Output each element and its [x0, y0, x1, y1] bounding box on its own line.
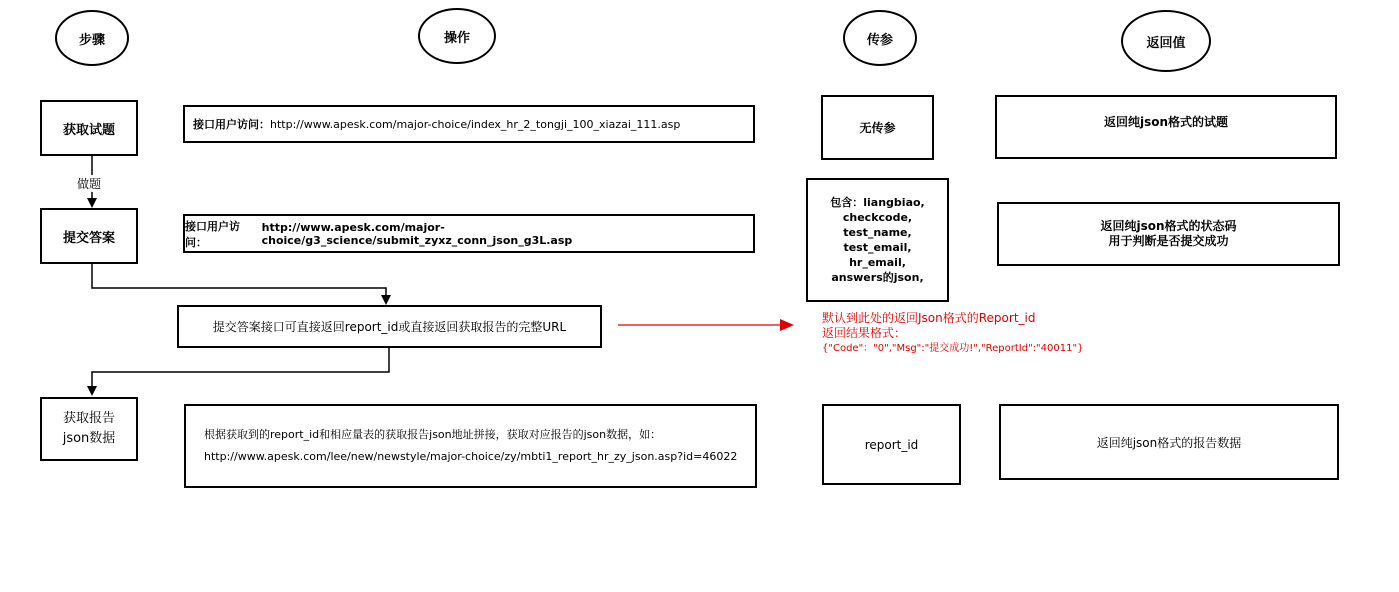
return-report: [999, 404, 1339, 480]
return-questions: [995, 95, 1337, 159]
step-submit-answers: [40, 208, 138, 264]
op-submit-return-note: [177, 305, 602, 348]
param-field-0: 包含：liangbiao,: [830, 196, 925, 209]
op-get-report: [184, 404, 757, 488]
step-get-report: [40, 397, 138, 461]
header-operations-label: 操作: [443, 30, 470, 46]
step-get-questions: [40, 100, 138, 156]
annotation-line3: {"Code"："0","Msg":"提交成功!","ReportId":"40011"}: [822, 343, 1084, 354]
param-submit-fields: [806, 178, 949, 302]
arrow-middle-to-report: [92, 347, 389, 394]
header-returns: [1121, 10, 1211, 72]
header-returns-label: 返回值: [1146, 35, 1186, 51]
op-submit-answers-prefix: 接口用户访问：: [185, 219, 240, 249]
param-field-2: test_name,: [843, 226, 912, 239]
op-submit-answers-url: http://www.apesk.com/major-choice/g3_science/submit_zyxz_conn_json_g3L.asp: [261, 220, 573, 247]
op-get-questions-prefix: 接口用户访问：: [193, 118, 270, 131]
param-field-3: test_email,: [843, 241, 912, 254]
edge-label-do-questions: 做题: [77, 177, 102, 191]
arrow-submit-to-middle: [92, 264, 386, 303]
param-report-id: [822, 404, 961, 485]
step-submit-answers-label: 提交答案: [62, 230, 115, 246]
step-get-report-line1: 获取报告: [62, 411, 115, 426]
step-get-report-line2: json数据: [62, 431, 116, 446]
header-params: [843, 10, 917, 66]
op-get-questions: [183, 105, 755, 143]
return-status: [997, 202, 1340, 266]
param-field-4: hr_email,: [849, 256, 906, 269]
param-report-id-label: report_id: [864, 437, 919, 452]
op-submit-return-note-text: 提交答案接口可直接返回report_id或直接返回获取报告的完整URL: [212, 320, 567, 334]
return-status-line2: 用于判断是否提交成功: [1108, 234, 1229, 248]
return-report-label: 返回纯json格式的报告数据: [1096, 435, 1242, 450]
op-submit-answers: [183, 214, 755, 253]
param-none-label: 无传参: [859, 121, 896, 135]
op-get-report-line1: 根据获取到的report_id和相应量表的获取报告json地址拼接，获取对应报告的json数据，如：: [204, 428, 662, 441]
param-none: [821, 95, 934, 160]
param-field-5: answers的json,: [831, 271, 924, 284]
header-operations: [418, 8, 496, 64]
header-steps-label: 步骤: [78, 32, 105, 48]
annotation-line2: 返回结果格式：: [822, 326, 907, 340]
step-get-questions-label: 获取试题: [62, 122, 115, 138]
param-field-1: checkcode,: [842, 211, 913, 224]
header-steps: [55, 10, 129, 66]
header-params-label: 传参: [866, 32, 893, 48]
return-status-line1: 返回纯json格式的状态码: [1100, 219, 1237, 233]
return-annotation: [822, 311, 1083, 356]
return-questions-label: 返回纯json格式的试题: [1103, 115, 1229, 129]
annotation-line1: 默认到此处的返回Json格式的Report_id: [822, 311, 1036, 325]
op-get-report-line2: http://www.apesk.com/lee/new/newstyle/major-choice/zy/mbti1_report_hr_zy_json.asp?id=46022: [204, 450, 738, 463]
op-get-questions-url: http://www.apesk.com/major-choice/index_hr_2_tongji_100_xiazai_111.asp: [270, 117, 681, 131]
